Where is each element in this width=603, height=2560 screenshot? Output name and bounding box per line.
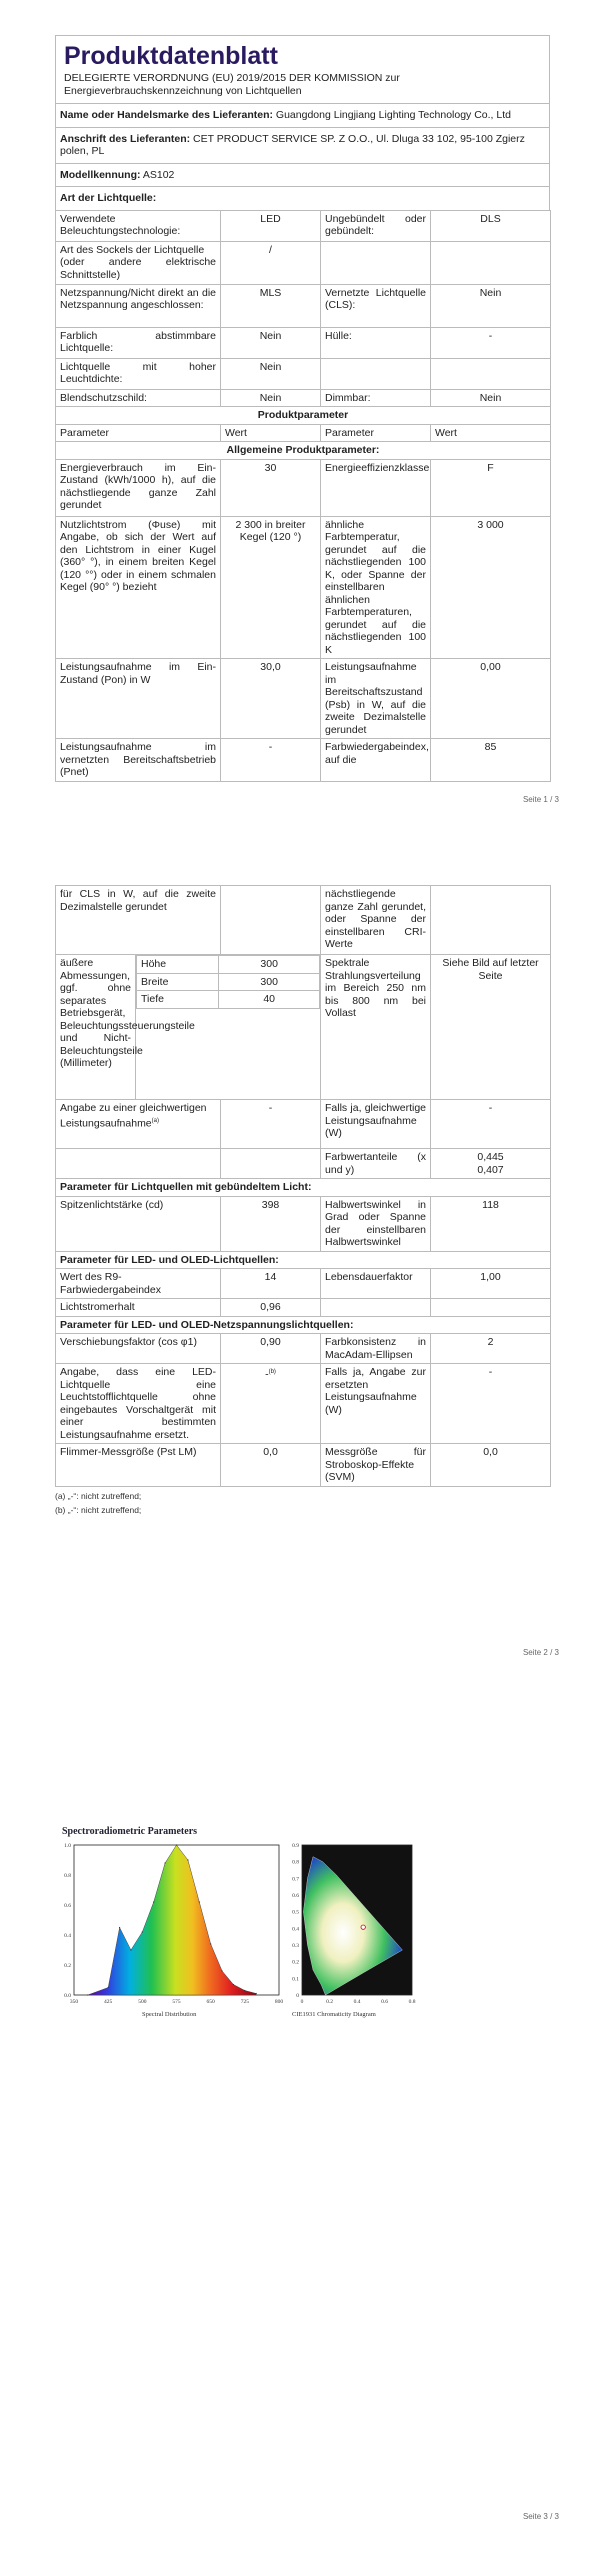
cie-x-tick-label: 0.2 — [326, 1999, 333, 2005]
footnotes — [55, 1489, 550, 1517]
spectrum-y-tick-label: 0.6 — [64, 1903, 71, 1909]
cie-caption: CIE1931 Chromaticity Diagram — [292, 2011, 376, 2018]
light-source-table — [55, 210, 551, 782]
row-label: Verwendete Beleuchtungstechnologie: — [56, 210, 221, 241]
row-value: 0,0 — [221, 1444, 321, 1487]
row-value: 0,90 — [221, 1334, 321, 1364]
row-value: MLS — [221, 284, 321, 327]
row-value — [431, 358, 551, 389]
row-value: Nein — [221, 358, 321, 389]
row-label: Farbwiedergabeindex, auf die — [321, 739, 431, 782]
footnote-b: (b) „-“: nicht zutreffend; — [55, 1505, 142, 1515]
row-value: 118 — [431, 1196, 551, 1251]
spectrum-y-tick-label: 0.4 — [64, 1933, 71, 1939]
table-row — [56, 459, 551, 516]
table-row — [56, 955, 551, 1100]
row-value — [221, 886, 321, 955]
row-label: Ungebündelt oder gebündelt: — [321, 210, 431, 241]
spectrum-point — [108, 1987, 109, 1988]
row-value-cell — [221, 1364, 321, 1444]
row-label: Farblich abstimmbare Lichtquelle: — [56, 327, 221, 358]
spectrum-point — [244, 1990, 245, 1991]
empty-cell — [221, 1149, 321, 1179]
section-heading-row — [56, 1179, 551, 1197]
parameters-table-continued — [55, 885, 551, 1487]
spectrum-y-tick-label: 0.0 — [64, 1993, 71, 1999]
table-row — [56, 739, 551, 782]
row-label: Dimmbar: — [321, 389, 431, 407]
datasheet-title: Produktdatenblatt — [64, 42, 278, 70]
spectroradiometric-figure — [52, 1820, 432, 2020]
row-label — [321, 241, 431, 284]
row-label: Lichtquelle mit hoher Leuchtdichte: — [56, 358, 221, 389]
spectrum-y-tick-label: 0.8 — [64, 1873, 71, 1879]
spectrum-x-tick-label: 575 — [172, 1999, 181, 2005]
col-header-param: Parameter — [56, 424, 221, 442]
page-number: Seite 1 / 3 — [522, 795, 559, 804]
row-label: Farbkonsistenz in MacAdam-Ellipsen — [321, 1334, 431, 1364]
address-value: CET PRODUCT SERVICE SP. Z O.O., Ul. Dluga 33 102, 95-100 Zgierz polen, PL — [60, 132, 525, 157]
cie-y-tick-label: 0 — [296, 1993, 299, 1999]
supplier-row — [56, 104, 550, 128]
chromaticity-value — [431, 1149, 551, 1179]
table-row — [56, 210, 551, 241]
spectral-label: Spektrale Strahlungsverteilung im Bereich 250 nm bis 800 nm bei Vollast — [321, 955, 431, 1100]
row-value: - — [431, 1100, 551, 1149]
equiv-label-cell — [56, 1100, 221, 1149]
footnote-ref: (a) — [151, 1117, 159, 1124]
general-params-heading-row — [56, 442, 551, 460]
spectrum-point — [199, 1901, 200, 1902]
table-row — [56, 1269, 551, 1299]
row-label: Halbwertswinkel in Grad oder Spanne der einstellbaren Halbwertswinkel — [321, 1196, 431, 1251]
row-value: 2 300 in breiter Kegel (120 °) — [221, 516, 321, 659]
cie-y-tick-label: 0.9 — [292, 1843, 299, 1849]
dim-value: 40 — [219, 991, 320, 1009]
cie-y-tick-label: 0.2 — [292, 1959, 299, 1966]
row-label: Spitzenlichtstärke (cd) — [56, 1196, 221, 1251]
row-label: Wert des R9-Farbwiedergabeindex — [56, 1269, 221, 1299]
row-value: / — [221, 241, 321, 284]
row-label: Netzspannung/Nicht direkt an die Netzspannung angeschlossen: — [56, 284, 221, 327]
cie-x-tick-label: 0.6 — [381, 1999, 388, 2005]
table-row — [56, 1299, 551, 1317]
spectrum-point — [176, 1844, 177, 1845]
row-value: - — [265, 1368, 269, 1381]
page-1 — [0, 0, 603, 804]
row-label: Hülle: — [321, 327, 431, 358]
row-label: Art des Sockels der Lichtquelle (oder andere elektrische Schnittstelle) — [56, 241, 221, 284]
spectrum-y-tick-label: 0.2 — [64, 1963, 71, 1969]
row-label: Messgröße für Stroboskop-Effekte (SVM) — [321, 1444, 431, 1487]
table-row — [56, 1149, 551, 1179]
row-label: Falls ja, gleichwertige Leistungsaufnahme (W) — [321, 1100, 431, 1149]
table-row — [56, 358, 551, 389]
row-label: Lichtstromerhalt — [56, 1299, 221, 1317]
address-row — [56, 127, 550, 163]
header-table — [55, 35, 550, 211]
cie-y-tick-label: 0.1 — [292, 1976, 299, 1983]
table-row — [56, 886, 551, 955]
spectrum-point — [222, 1970, 223, 1971]
row-label: Flimmer-Messgröße (Pst LM) — [56, 1444, 221, 1487]
table-row — [56, 1444, 551, 1487]
spectrum-point — [210, 1943, 211, 1944]
col-header-param: Parameter — [321, 424, 431, 442]
model-label: Modellkennung: — [60, 168, 141, 181]
row-value: 85 — [431, 739, 551, 782]
row-value: Nein — [221, 389, 321, 407]
equiv-label: Angabe zu einer gleichwertigen Leistungsaufnahme — [60, 1102, 207, 1129]
row-value: Nein — [431, 389, 551, 407]
cie-x-tick-label: 0.8 — [408, 1999, 416, 2005]
row-label: ähnliche Farbtemperatur, gerundet auf die nächstliegenden 100 K, oder Spanne der einstellbaren ähnlichen Farbtemperaturen, gerundet auf die nächstliegenden 100 K — [321, 516, 431, 659]
spectrum-point — [256, 1993, 257, 1994]
page-2-sheet — [55, 885, 550, 1517]
spectrum-y-tick-label: 1.0 — [64, 1843, 71, 1849]
row-value: - — [431, 1364, 551, 1444]
row-label: Energieeffizienzklasse — [321, 459, 431, 516]
table-row — [137, 973, 320, 991]
row-value: 0,00 — [431, 659, 551, 739]
spectrum-point — [187, 1859, 188, 1860]
column-header-row — [56, 424, 551, 442]
section-heading-row — [56, 1316, 551, 1334]
cie-x-tick-label: 0.4 — [353, 1999, 361, 2005]
dim-name: Tiefe — [137, 991, 219, 1009]
cie-x-tick-label: 0 — [300, 1999, 304, 2005]
row-label: Leistungsaufnahme im Bereitschaftszustand (Psb) in W, auf die zweite Dezimalstelle gerundet — [321, 659, 431, 739]
row-label: Angabe, dass eine LED-Lichtquelle eine Leuchtstofflichtquelle ohne eingebautes Vorschaltgerät mit einer bestimmten Leistungsaufnahme ersetzt. — [56, 1364, 221, 1444]
row-value: - — [431, 327, 551, 358]
spectral-value: Siehe Bild auf letzter Seite — [431, 955, 551, 1100]
table-row — [56, 1364, 551, 1444]
row-value — [431, 241, 551, 284]
led-heading: Parameter für LED- und OLED-Lichtquellen: — [56, 1251, 551, 1269]
chart-title: Spectroradiometric Parameters — [62, 1826, 198, 1837]
spectrum-point — [87, 1994, 88, 1995]
datasheet-title-cell — [56, 36, 550, 104]
row-value: 398 — [221, 1196, 321, 1251]
spectrum-point — [165, 1862, 166, 1863]
cie-y-tick-label: 0.5 — [292, 1909, 299, 1916]
page-number: Seite 3 / 3 — [522, 2512, 559, 2521]
empty-cell — [431, 1299, 551, 1317]
row-label: Blendschutzschild: — [56, 389, 221, 407]
dim-name: Höhe — [137, 956, 219, 974]
spectrum-point — [233, 1984, 234, 1985]
address-label: Anschrift des Lieferanten: — [60, 132, 191, 145]
section-heading-row — [56, 1251, 551, 1269]
row-value: 1,00 — [431, 1269, 551, 1299]
table-row — [56, 659, 551, 739]
row-value: 30 — [221, 459, 321, 516]
row-value: 3 000 — [431, 516, 551, 659]
row-value: LED — [221, 210, 321, 241]
page-1-sheet — [55, 35, 550, 782]
chromaticity-label: Farbwertanteile (x und y) — [321, 1149, 431, 1179]
table-row — [56, 389, 551, 407]
type-heading: Art der Lichtquelle: — [56, 187, 550, 211]
dim-name: Breite — [137, 973, 219, 991]
cie-y-tick-label: 0.7 — [292, 1876, 299, 1883]
row-label: Energieverbrauch im Ein-Zustand (kWh/1000 h), auf die nächstliegende ganze Zahl gerundet — [56, 459, 221, 516]
row-label: Nutzlichtstrom (Φuse) mit Angabe, ob sich der Wert auf den Lichtstrom in einer Kugel (360° °), in einem breiten Kegel (120 °°) oder in einem schmalen Kegel (90° °) bezieht — [56, 516, 221, 659]
row-value: Nein — [221, 327, 321, 358]
empty-cell — [56, 1149, 221, 1179]
product-params-heading: Produktparameter — [56, 407, 551, 425]
spectrum-x-tick-label: 800 — [274, 1999, 284, 2005]
row-label: Vernetzte Lichtquelle (CLS): — [321, 284, 431, 327]
cie-y-tick-label: 0.3 — [292, 1943, 299, 1949]
row-label: nächstliegende ganze Zahl gerundet, oder Spanne der einstellbaren CRI-Werte — [321, 886, 431, 955]
spectrum-caption: Spectral Distribution — [142, 2011, 197, 2018]
supplier-value: Guangdong Lingjiang Lighting Technology Co., Ltd — [275, 109, 511, 121]
cie-y-tick-label: 0.6 — [292, 1893, 299, 1899]
spectrum-x-tick-label: 350 — [69, 1999, 79, 2005]
row-label: Falls ja, Angabe zur ersetzten Leistungsaufnahme (W) — [321, 1364, 431, 1444]
dim-value: 300 — [219, 956, 320, 974]
row-label: für CLS in W, auf die zweite Dezimalstelle gerundet — [56, 886, 221, 955]
spectrum-chart — [64, 1843, 283, 2005]
table-row — [56, 516, 551, 659]
row-value: - — [221, 1100, 321, 1149]
table-row — [56, 284, 551, 327]
chromaticity-x: 0,445 — [477, 1151, 504, 1163]
table-row — [56, 241, 551, 284]
dimensions-table — [136, 955, 320, 1009]
row-value: 0,0 — [431, 1444, 551, 1487]
spectrum-point — [153, 1901, 154, 1902]
table-row — [137, 956, 320, 974]
spectrum-x-tick-label: 500 — [138, 1999, 147, 2005]
table-row — [137, 991, 320, 1009]
spectrum-x-tick-label: 725 — [240, 1999, 249, 2005]
general-params-heading: Allgemeine Produktparameter: — [56, 442, 551, 460]
product-params-heading-row — [56, 407, 551, 425]
row-value: 14 — [221, 1269, 321, 1299]
model-row — [56, 163, 550, 187]
row-label: Verschiebungsfaktor (cos φ1) — [56, 1334, 221, 1364]
col-header-value: Wert — [431, 424, 551, 442]
row-value: F — [431, 459, 551, 516]
row-value: - — [221, 739, 321, 782]
mains-heading: Parameter für LED- und OLED-Netzspannungslichtquellen: — [56, 1316, 551, 1334]
dim-value: 300 — [219, 973, 320, 991]
footnote-ref: (b) — [268, 1369, 276, 1375]
spectrum-x-tick-label: 425 — [104, 1999, 113, 2005]
chromaticity-y: 0,407 — [477, 1163, 504, 1176]
empty-cell — [321, 1299, 431, 1317]
cie-y-tick-label: 0.4 — [292, 1926, 299, 1933]
spectrum-x-tick-label: 650 — [206, 1999, 215, 2005]
col-header-value: Wert — [221, 424, 321, 442]
cie-chart — [292, 1843, 416, 2005]
spectrum-point — [130, 1949, 131, 1950]
spectrum-point — [142, 1931, 143, 1932]
page-number: Seite 2 / 3 — [522, 1648, 559, 1657]
row-value: Nein — [431, 284, 551, 327]
directional-heading: Parameter für Lichtquellen mit gebündeltem Licht: — [56, 1179, 551, 1197]
supplier-label: Name oder Handelsmarke des Lieferanten: — [60, 109, 273, 121]
row-value — [431, 886, 551, 955]
spectrum-point — [119, 1927, 120, 1928]
table-row — [56, 1196, 551, 1251]
footnote-a: (a) „-“: nicht zutreffend; — [55, 1491, 142, 1501]
spectro-svg — [52, 1820, 432, 2020]
cie-y-tick-label: 0.8 — [292, 1859, 299, 1866]
table-row — [56, 1100, 551, 1149]
row-value: DLS — [431, 210, 551, 241]
regulation-subtitle: DELEGIERTE VERORDNUNG (EU) 2019/2015 DER KOMMISSION zur Energieverbrauchskennzeichnung von Lichtquellen — [64, 72, 400, 97]
cie-measured-point — [361, 1925, 365, 1929]
row-value: 0,96 — [221, 1299, 321, 1317]
row-label: Lebensdauerfaktor — [321, 1269, 431, 1299]
table-row — [56, 327, 551, 358]
dimensions-label: äußere Abmessungen, ggf. ohne separates Betriebsgerät, Beleuchtungssteuerungsteile und Nicht-Beleuchtungsteile (Millimeter) — [56, 955, 136, 1100]
row-value: 30,0 — [221, 659, 321, 739]
row-label: Leistungsaufnahme im Ein-Zustand (Pon) in W — [56, 659, 221, 739]
row-label — [321, 358, 431, 389]
row-value: 2 — [431, 1334, 551, 1364]
row-label: Leistungsaufnahme im vernetzten Bereitschaftsbetrieb (Pnet) — [56, 739, 221, 782]
table-row — [56, 1334, 551, 1364]
model-value: AS102 — [142, 168, 175, 181]
